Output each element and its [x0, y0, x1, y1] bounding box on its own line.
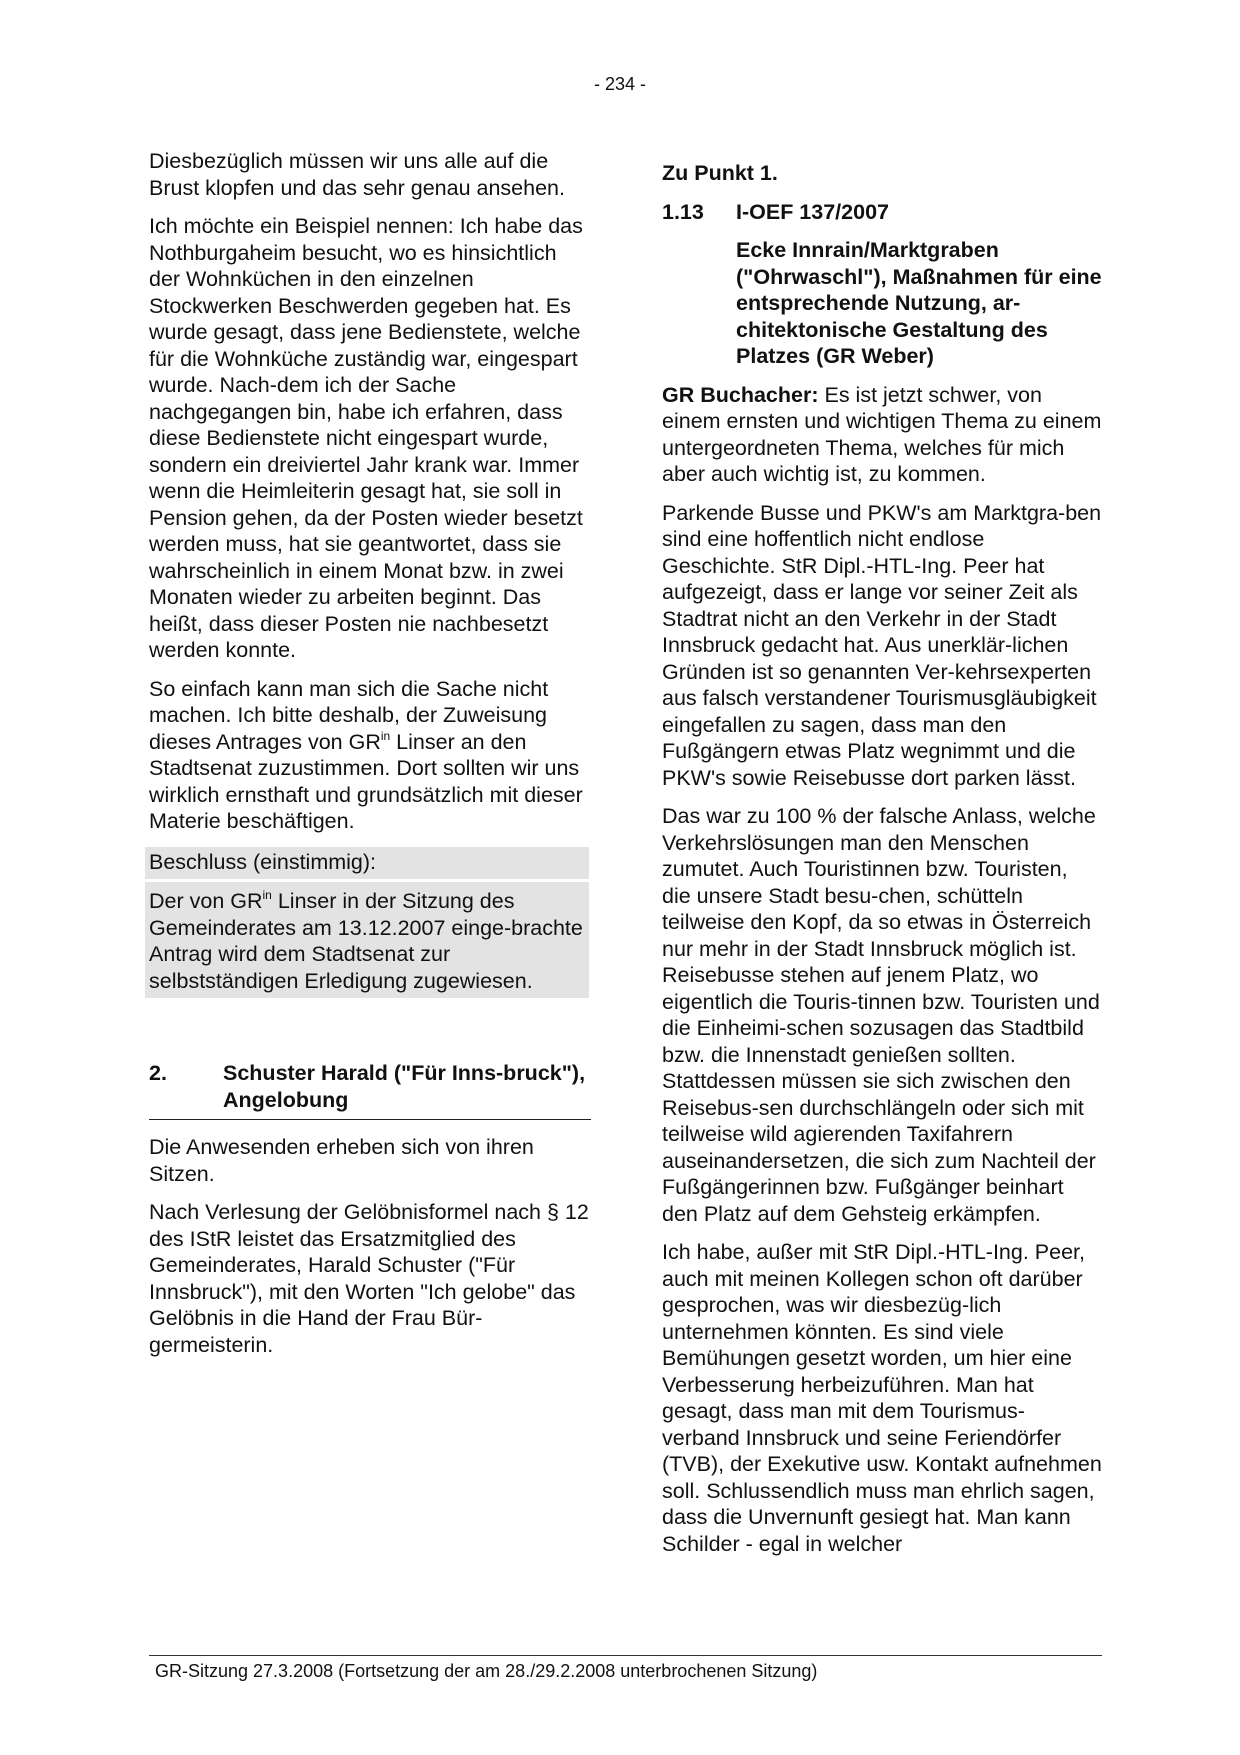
footer-text: GR-Sitzung 27.3.2008 (Fortsetzung der am 28./29.2.2008 unterbrochenen Sitzung)	[155, 1661, 818, 1681]
decision-text-part: Linser in der Sitzung des Gemeinderates am 13.12.2007 einge-brachte Antrag wird dem Stadtsenat zur selbstständigen Erledigung zugewiesen.	[149, 889, 583, 993]
paragraph	[149, 676, 591, 835]
footer-rule	[149, 1655, 1102, 1656]
section-number: 2.	[149, 1061, 167, 1085]
agenda-item-title: Ecke Innrain/Marktgraben ("Ohrwaschl"), Maßnahmen für eine entsprechende Nutzung, ar-chitektonische Gestaltung des Platzes (GR Weber)	[736, 238, 1102, 368]
page-number: - 234 -	[593, 74, 647, 94]
paragraph-text: Es ist jetzt schwer, von einem ernsten und wichtigen Thema zu einem untergeordneten Thema, welches für mich aber auch wichtig ist, zu kommen.	[662, 382, 1102, 486]
agenda-item-reference: I-OEF 137/2007	[736, 199, 889, 224]
decision-heading: Beschluss (einstimmig):	[145, 847, 589, 883]
paragraph: Parkende Busse und PKW's am Marktgra-ben sind eine hoffentlich nicht endlose Geschichte. StR Dipl.-HTL-Ing. Peer hat aufgezeigt, dass er lange vor seiner Zeit als Stadtrat nicht an den Verkehr in der Stadt Innsbruck gedacht hat. Aus unerklär-lichen Gründen ist so genannten Ver-kehrsexperten aus falsch verstandener Tourismusgläubigkeit eingefallen zu sagen, dass man den Fußgängern etwas Platz wegnimmt und die PKW's sowie Reisebusse dort parken lässt.	[662, 500, 1102, 790]
agenda-item-number: 1.13	[662, 199, 704, 224]
agenda-item-row	[662, 199, 1102, 226]
decision-text	[145, 882, 589, 998]
paragraph-text: So einfach kann man sich die Sache nicht machen. Ich bitte deshalb, der Zuweisung dieses Antrages von GR	[149, 676, 549, 754]
right-column	[662, 160, 1102, 1569]
paragraph	[662, 382, 1102, 488]
paragraph: Diesbezüglich müssen wir uns alle auf die Brust klopfen und das sehr genau ansehen.	[149, 149, 565, 200]
superscript: in	[380, 728, 391, 743]
left-column	[149, 148, 591, 1370]
paragraph-text: Linser an den Stadtsenat zuzustimmen. Dort sollten wir uns wirklich ernsthaft und grundsätzlich mit dieser Materie beschäftigen.	[149, 729, 583, 833]
decision-text-part: Der von GR	[149, 889, 263, 913]
paragraph: Die Anwesenden erheben sich von ihren Sitzen.	[149, 1135, 534, 1186]
section-heading	[149, 1060, 591, 1120]
decision-box	[145, 847, 589, 999]
agenda-heading: Zu Punkt 1.	[662, 161, 778, 185]
superscript: in	[262, 888, 272, 902]
section-title: Schuster Harald ("Für Inns-bruck"), Angelobung	[223, 1061, 586, 1112]
paragraph: Das war zu 100 % der falsche Anlass, welche Verkehrslösungen man den Menschen zumutet. Auch Touristinnen bzw. Touristen, die unsere Stadt besu-chen, schütteln teilweise den Kopf, da so etwas in Österreich nur mehr in der Stadt Innsbruck möglich ist. Reisebusse stehen auf jenem Platz, wo eigentlich die Touris-tinnen bzw. Touristen und die Einheimi-schen sozusagen das Stadtbild bzw. die Innenstadt genießen sollten. Stattdessen müssen sie sich zwischen den Reisebus-sen durchschlängeln oder sich mit teilweise wild agierenden Taxifahrern auseinandersetzen, die sich zum Nachteil der Fußgängerinnen bzw. Fußgänger beinhart den Platz auf dem Gehsteig erkämpfen.	[662, 804, 1100, 1226]
paragraph: Ich möchte ein Beispiel nennen: Ich habe das Nothburgaheim besucht, wo es hinsichtlich der Wohnküchen in den einzelnen Stockwerken Beschwerden gegeben hat. Es wurde gesagt, dass jene Bedienstete, welche für die Wohnküche zuständig war, eingespart wurde. Nach-dem ich der Sache nachgegangen bin, habe ich erfahren, dass diese Bedienstete nicht eingespart wurde, sondern ein dreiviertel Jahr krank war. Immer wenn die Heimleiterin gesagt hat, sie soll in Pension gehen, da der Posten wieder besetzt werden muss, hat sie geantwortet, dass sie wahrscheinlich in einem Monat bzw. in zwei Monaten wieder zu arbeiten beginnt. Das heißt, dass dieser Posten nie nachbesetzt werden konnte.	[149, 214, 583, 662]
speaker-name: GR Buchacher:	[662, 382, 819, 407]
paragraph: Nach Verlesung der Gelöbnisformel nach § 12 des IStR leistet das Ersatzmitglied des Gemeinderates, Harald Schuster ("Für Innsbruck"), mit den Worten "Ich gelobe" das Gelöbnis in die Hand der Frau Bür-germeisterin.	[149, 1200, 589, 1357]
paragraph: Ich habe, außer mit StR Dipl.-HTL-Ing. Peer, auch mit meinen Kollegen schon oft darüber gesprochen, was wir diesbezüg-lich unternehmen könnten. Es sind viele Bemühungen gesetzt worden, um hier eine Verbesserung herbeizuführen. Man hat gesagt, dass man mit dem Tourismus-verband Innsbruck und seine Feriendörfer (TVB), der Exekutive usw. Kontakt aufnehmen soll. Schlussendlich muss man ehrlich sagen, dass die Unvernunft gesiegt hat. Man kann Schilder - egal in welcher	[662, 1240, 1102, 1556]
